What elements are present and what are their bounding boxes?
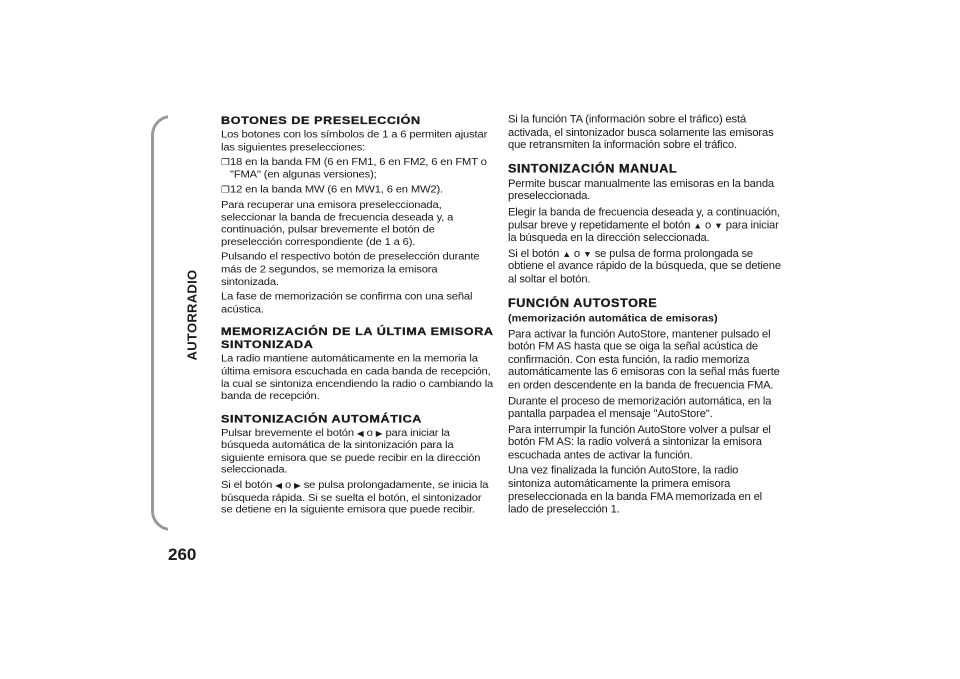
- auto-tuning-paragraph-2: [221, 480, 495, 517]
- text-run: o: [284, 479, 292, 491]
- autostore-paragraph-1: Para activar la función AutoStore, mantener pulsado el botón FM AS hasta que se oiga la señal acústica de confirmación. Con esta función, la radio memoriza automáticamente las 6 emisoras con la señal más fuerte en orden descendente en la banda de frecuencia FMA.: [508, 328, 780, 392]
- bullet-text: 12 en la banda MW (6 en MW1, 6 en MW2).: [230, 184, 444, 196]
- text-run: Elegir la banda de frecuencia deseada y, a continuación, pulsar breve y repetidamente el botón: [508, 206, 780, 231]
- text-run: se pulsa de forma prolongada se obtiene el avance rápido de la búsqueda, que se detiene al soltar el botón.: [508, 248, 781, 286]
- text-run: para iniciar la búsqueda automática de la sintonización para la siguiente emisora que se puede recibir en la dirección seleccionada.: [221, 427, 481, 476]
- manual-tuning-paragraph-2: [508, 207, 782, 246]
- bullet-text: 18 en la banda FM (6 en FM1, 6 en FM2, 6 en FMT o "FMA" (en algunas versiones);: [230, 156, 487, 181]
- right-arrow-icon: ▶: [375, 428, 383, 438]
- auto-tuning-paragraph-1: [221, 428, 495, 477]
- down-arrow-icon: ▼: [582, 249, 592, 259]
- section-tab: [184, 260, 200, 370]
- up-arrow-icon: ▲: [562, 249, 571, 259]
- manual-tuning-heading: SINTONIZACIÓN MANUAL: [508, 162, 678, 176]
- left-arrow-icon: ◀: [275, 480, 282, 491]
- presets-bullet-mw: [221, 184, 495, 196]
- text-run: Si el botón: [508, 248, 560, 260]
- text-run: para iniciar la búsqueda en la dirección seleccionada.: [508, 219, 779, 244]
- memory-heading: MEMORIZACIÓN DE LA ÚLTIMA EMISORA SINTONIZADA: [221, 325, 494, 351]
- presets-recall-paragraph: Para recuperar una emisora preseleccionada, seleccionar la banda de frecuencia deseada y, a continuación, pulsar brevemente el botón de preselección correspondiente (de 1 a 6).: [221, 199, 454, 248]
- ta-note-paragraph: Si la función TA (información sobre el tráfico) está activada, el sintonizador busca solamente las emisoras que retransmiten la información sobre el tráfico.: [508, 114, 774, 152]
- right-column: [508, 114, 782, 520]
- text-run: Pulsar brevemente el botón: [221, 427, 354, 439]
- text-run: o: [704, 219, 712, 231]
- manual-tuning-paragraph-1: Permite buscar manualmente las emisoras en la banda preseleccionada.: [508, 178, 774, 203]
- right-arrow-icon: ▶: [293, 480, 301, 491]
- text-run: Si el botón: [221, 479, 273, 491]
- up-arrow-icon: ▲: [693, 220, 703, 230]
- memory-paragraph: La radio mantiene automáticamente en la memoria la última emisora escuchada en cada banda de recepción, la cual se sintoniza encendiendo la radio o cambiando la banda de recepción.: [221, 353, 494, 402]
- presets-intro: Los botones con los símbolos de 1 a 6 permiten ajustar las siguientes preselecciones:: [221, 129, 488, 153]
- down-arrow-icon: ▼: [714, 220, 723, 230]
- left-column: [221, 114, 495, 520]
- manual-tuning-paragraph-3: [508, 248, 782, 287]
- autostore-heading: FUNCIÓN AUTOSTORE: [508, 296, 658, 310]
- checkbox-bullet-icon: ❒: [221, 157, 230, 168]
- presets-store-paragraph: Pulsando el respectivo botón de preselección durante más de 2 segundos, se memoriza la emisora sintonizada.: [221, 251, 480, 288]
- autostore-paragraph-4: Una vez finalizada la función AutoStore, la radio sintoniza automáticamente la primera emisora preseleccionada en la banda FMA memorizada en el lado de preselección 1.: [508, 465, 762, 516]
- text-run: o: [573, 248, 580, 260]
- page-number: 260: [168, 545, 197, 564]
- text-run: o: [366, 427, 373, 439]
- section-label: AUTORRADIO: [184, 269, 200, 361]
- autostore-paragraph-3: Para interrumpir la función AutoStore volver a pulsar el botón FM AS: la radio volverá a sintonizar la emisora escuchada antes de activar la función.: [508, 424, 771, 462]
- left-arrow-icon: ◀: [356, 428, 364, 438]
- autostore-subheading: (memorización automática de emisoras): [508, 312, 718, 324]
- auto-tuning-heading: SINTONIZACIÓN AUTOMÁTICA: [221, 412, 422, 426]
- text-run: se pulsa prolongadamente, se inicia la búsqueda rápida. Si se suelta el botón, el sintonizador se detiene en la siguiente emisora que puede recibir.: [221, 479, 489, 516]
- checkbox-bullet-icon: ❒: [221, 185, 230, 196]
- autostore-paragraph-2: Durante el proceso de memorización automática, en la pantalla parpadea el mensaje "AutoStore".: [508, 395, 772, 420]
- presets-confirm-paragraph: La fase de memorización se confirma con una señal acústica.: [221, 291, 473, 315]
- presets-heading: BOTONES DE PRESELECCIÓN: [221, 114, 421, 127]
- presets-bullet-fm: [221, 157, 495, 182]
